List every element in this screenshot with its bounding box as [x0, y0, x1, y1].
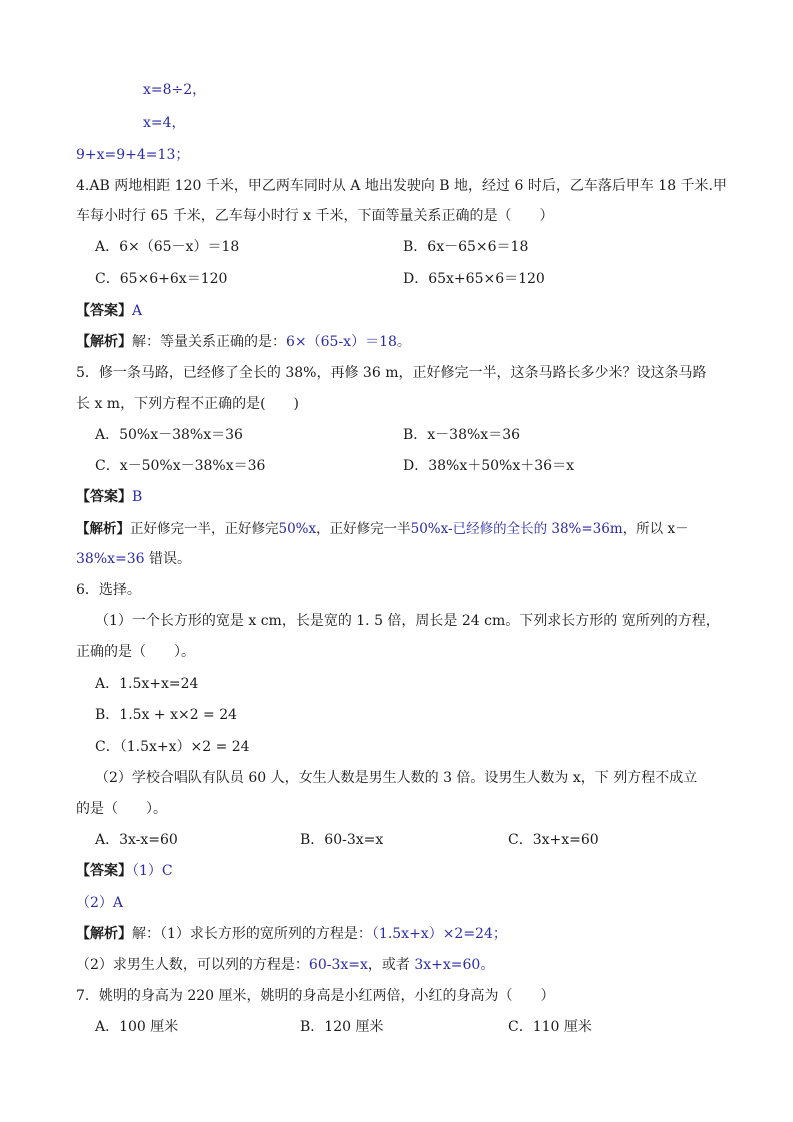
answer-value: B: [132, 489, 143, 505]
analysis-text: （2）求男生人数，可以列的方程是：: [76, 957, 309, 973]
q5-option-c: C．x－50%x－38%x＝36: [95, 458, 266, 474]
q5-option-a: A．50%x－38%x＝36: [95, 427, 243, 443]
q4-analysis: [76, 332, 411, 352]
q6-analysis-line1: [76, 924, 507, 944]
analysis-text: ，所以 x－: [622, 521, 689, 537]
q6-sub1-option-c: C．（1.5x+x）×2 = 24: [95, 739, 250, 755]
q7-option-c: C．110 厘米: [508, 1019, 592, 1035]
analysis-text: 解：（1）求长方形的宽所列的方程是：: [132, 926, 372, 942]
prev-step-3: 9+x=9+4=13；: [76, 147, 190, 163]
analysis-text: ，或者: [367, 957, 415, 973]
q7-option-b: B．120 厘米: [300, 1019, 384, 1035]
analysis-text: 错误。: [144, 551, 192, 567]
prev-step-2: x=4，: [143, 115, 186, 131]
q6-answer-2: （2）A: [76, 895, 124, 911]
analysis-text: 正好修完一半，正好修完: [130, 521, 279, 537]
answer-label: 【答案】: [76, 489, 132, 505]
q6-analysis-line2: [76, 955, 494, 975]
q5-text-line2: 长 x m，下列方程不正确的是( ): [76, 396, 299, 412]
analysis-value: 38%x=36: [76, 551, 145, 567]
q4-option-d: D．65x+65×6＝120: [403, 271, 545, 287]
q4-text-line2: 车每小时行 65 千米，乙车每小时行 x 千米，下面等量关系正确的是（ ）: [76, 208, 554, 224]
q6-sub2-text-line1: （2）学校合唱队有队员 60 人，女生人数是男生人数的 3 倍。设男生人数为 x，下 列方程不成立: [95, 770, 698, 786]
q6-sub1-option-a: A．1.5x+x=24: [95, 676, 199, 692]
analysis-label: 【解析】: [76, 521, 130, 537]
q4-answer: [76, 301, 142, 321]
q5-text-line1: 5．修一条马路，已经修了全长的 38%，再修 36 m，正好修完一半，这条马路长多少米？设这条马路: [76, 365, 707, 381]
q5-analysis-line1: [76, 519, 689, 539]
q5-analysis-line2: [76, 549, 191, 569]
q4-text-line1: 4.AB 两地相距 120 千米，甲乙两车同时从 A 地出发驶向 B 地，经过 6 时后，乙车落后甲车 18 千米.甲: [76, 178, 727, 194]
q4-option-c: C．65×6+6x＝120: [95, 271, 228, 287]
q4-option-b: B．6x－65×6＝18: [403, 239, 529, 255]
q6-answer-1: [76, 861, 173, 881]
answer-value: A: [132, 303, 143, 319]
q7-option-a: A．100 厘米: [95, 1019, 179, 1035]
q6-sub2-option-c: C．3x+x=60: [508, 832, 599, 848]
analysis-value: 60-3x=x: [308, 957, 368, 973]
analysis-label: 【解析】: [76, 334, 132, 350]
analysis-value: 50%x-已经修的全长的 38%=36m: [410, 521, 623, 537]
q5-answer: [76, 487, 142, 507]
answer-label: 【答案】: [76, 863, 132, 879]
q4-option-a: A．6×（65－x）＝18: [95, 239, 240, 255]
q6-sub2-option-b: B．60-3x=x: [300, 832, 384, 848]
q6-sub2-text-line2: 的是（ ）。: [76, 801, 167, 817]
analysis-value: （1.5x+x）×2=24；: [371, 926, 507, 942]
analysis-label: 【解析】: [76, 926, 132, 942]
analysis-value: 50%x: [278, 521, 317, 537]
analysis-text: ，正好修完一半: [316, 521, 411, 537]
q6-title: 6．选择。: [76, 582, 141, 598]
answer-value: （1）C: [132, 863, 173, 879]
analysis-value: 6×（65-x）＝18。: [286, 334, 411, 350]
prev-step-1: x=8÷2，: [143, 82, 207, 98]
q6-sub1-text-line1: （1）一个长方形的宽是 x cm，长是宽的 1. 5 倍，周长是 24 cm。下列求长方形的 宽所列的方程，: [95, 613, 720, 629]
q7-text-line1: 7．姚明的身高为 220 厘米，姚明的身高是小红两倍，小红的身高为（ ）: [76, 988, 555, 1004]
q6-sub2-option-a: A．3x-x=60: [95, 832, 178, 848]
q5-option-d: D．38%x＋50%x＋36＝x: [403, 458, 574, 474]
q6-sub1-text-line2: 正确的是（ ）。: [76, 644, 195, 660]
q5-option-b: B．x－38%x＝36: [403, 427, 521, 443]
answer-label: 【答案】: [76, 303, 132, 319]
analysis-value: 3x+x=60。: [414, 957, 495, 973]
analysis-text: 解：等量关系正确的是：: [132, 334, 286, 350]
q6-sub1-option-b: B．1.5x + x×2 = 24: [95, 707, 238, 723]
